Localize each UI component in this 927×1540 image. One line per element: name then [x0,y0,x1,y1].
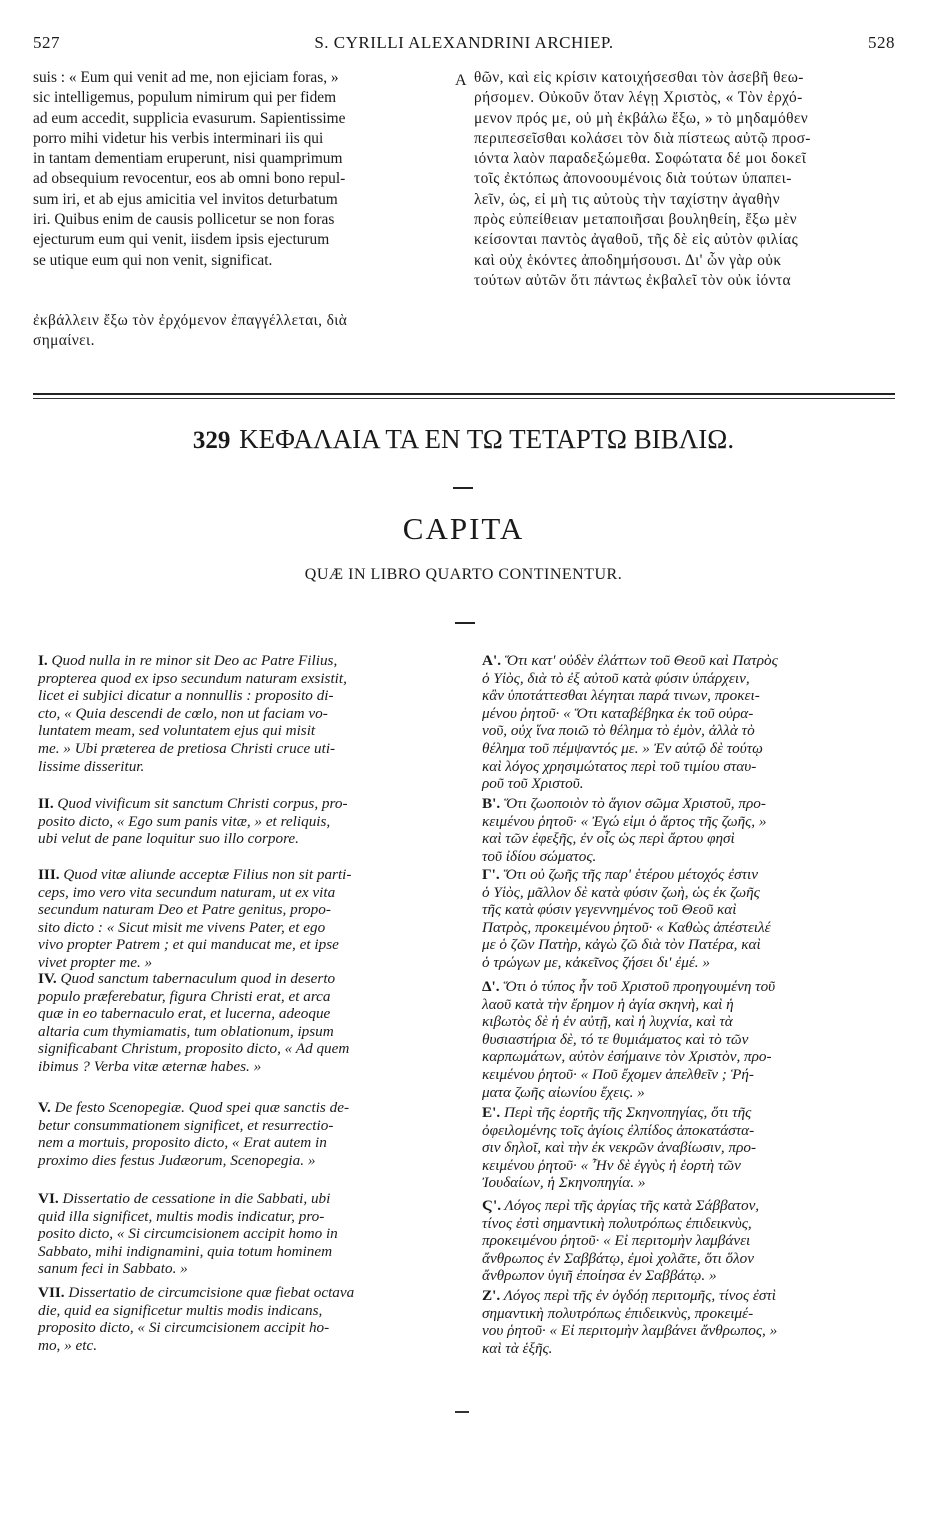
chapter-line: νοῦ, οὐχ ἵνα ποιῶ τὸ θέλημα τὸ ἐμὸν, ἀλλὰ τὸ [482,722,755,740]
latin-chapter-1 [38,652,458,775]
chapter-label: III. [38,866,60,883]
chapter-line: σιν δηλοῖ, καὶ τὴν ἐκ νεκρῶν ἀναβίωσιν, προ- [482,1139,757,1157]
chapter-line: θυσιαστήρια δὲ, τό τε θυμιάματος καὶ τὸ τῶν [482,1030,749,1048]
chapter-line: proximo dies festus Judæorum, Scenopegia. » [38,1151,316,1169]
chapter-line: προκειμένου ῥητοῦ· « Εἰ περιτομὴν λαμβάνει [482,1232,751,1250]
greek-line: ιόντα λαὸν παραδεξώμεθα. Σοφώτατα δέ μοι δοκεῖ [474,150,807,168]
chapter-label: V. [38,1099,51,1116]
chapter-line: ibimus ? Verba vitæ æternæ habes. » [38,1057,262,1075]
chapter-line: νου ῥητοῦ· « Εἰ περιτομὴν λαμβάνει ἄνθρωπος, » [482,1322,778,1340]
page-number-right: 528 [868,33,895,52]
chapter-line: Quod nulla in re minor sit Deo ac Patre Filius, [51,652,338,669]
subtitle-dash [455,622,475,624]
chapter-line: Quod vitæ aliunde acceptæ Filius non sit parti- [63,866,352,883]
chapter-line: ἄνθρωπον ὑγιῆ ἐποίησα ἐν Σαββάτῳ. » [482,1267,717,1285]
greek-line: σημαίνει. [33,332,95,350]
chapter-line: De festo Scenopegiæ. Quod spei quæ sanctis de- [54,1099,350,1116]
chapter-line: mo, » etc. [38,1336,98,1354]
latin-chapter-7 [38,1284,458,1354]
chapter-line: Quod sanctum tabernaculum quod in deserto [60,970,336,987]
title-dash [453,487,473,489]
chapter-line: θέλημα τοῦ πέμψαντός με. » Ἐν αὐτῷ δὲ τούτῳ [482,739,763,757]
latin-line: in tantam dementiam eruperunt, nisi quamprimum [33,150,343,168]
chapter-line: luntatem meam, sed voluntatem ejus qui misit [38,722,316,740]
chapter-line: Quod vivificum sit sanctum Christi corpus, pro- [57,795,348,812]
chapter-line: ὁ Υἱὸς, μᾶλλον δὲ κατὰ φύσιν ζωὴ, ὡς ἐκ ζωῆς [482,883,760,901]
chapter-line: καρπωμάτων, αὐτὸν ἐσήμαινε τὸν Χριστὸν, προ- [482,1048,772,1066]
latin-line: suis : « Eum qui venit ad me, non ejiciam foras, » [33,69,339,86]
chapter-line: Πατρὸς, προκειμένου ῥητοῦ· « Καθὼς ἀπέστειλέ [482,918,771,936]
chapter-line: κιβωτὸς δὲ ἡ ἐν αὐτῇ, καὶ ἡ λυχνία, καὶ τὰ [482,1013,733,1031]
greek-chapter-heading [0,424,927,455]
latin-line: porro mihi videtur his verbis interminari iis qui [33,129,324,147]
greek-chapter-2 [482,795,902,865]
running-title: S. CYRILLI ALEXANDRINI ARCHIEP. [314,33,614,52]
chapter-label: I. [38,652,48,669]
chapter-line: κειμένου ῥητοῦ· « Ποῦ ἔχομεν ἀπελθεῖν ; Ῥή- [482,1065,754,1083]
chapter-label: Α'. [482,652,501,669]
chapter-line: lissime disseritur. [38,757,145,775]
chapter-label: Ε'. [482,1104,501,1121]
latin-line: ejecturum eum qui venit, iisdem ipsis ejecturum [33,231,330,249]
latin-chapter-3 [38,866,458,972]
chapter-line: posito dicto, « Ego sum panis vitæ, » et reliquis, [38,812,331,830]
chapter-line: μένου ῥητοῦ· « Ὅτι καταβέβηκα ἐκ τοῦ οὐρα- [482,704,754,722]
chapter-label: Β'. [482,795,501,812]
chapter-line: quid illa significet, multis modis indicatur, pro- [38,1207,325,1225]
chapter-line: Λόγος περὶ τῆς ἀργίας τῆς κατὰ Σάββατον, [504,1197,760,1214]
chapter-line: καὶ τὰ ἑξῆς. [482,1339,553,1357]
chapter-label: VI. [38,1190,59,1207]
greek-line: πρὸς εὐπείθειαν μεταποιῆσαι βουληθείη, ἔξω μὲν [474,211,797,229]
greek-line: κείσονται παντὸς ἀγαθοῦ, τῆς δὲ εἰς αὐτὸν φιλίας [474,231,799,249]
latin-chapter-5 [38,1099,458,1169]
greek-line: τοῖς ἐκτόπως ἀπονοουμένοις διὰ τούτων ὑπαπει- [474,170,792,188]
greek-line: ρήσομεν. Οὐκοῦν ὅταν λέγῃ Χριστὸς, « Τὸν ἐρχό- [474,89,803,107]
chapter-line: licet ei subjici dicatur a nonnullis : proposito di- [38,687,334,705]
end-dash [455,1411,469,1413]
column-number: 329 [192,427,231,454]
chapter-line: significabant Christum, proposito dicto, « Ad quem [38,1040,350,1058]
chapter-line: με ὁ ζῶν Πατὴρ, κἀγὼ ζῶ διὰ τὸν Πατέρα, καὶ [482,936,761,954]
running-header [33,33,895,59]
greek-line: τούτων αὐτῶν ὅτι πάντως ἐκβαλεῖ τὸν οὐκ ἰόντα [474,271,792,289]
latin-line: ad eum accedit, supplicia evasurum. Sapientissime [33,109,346,127]
chapter-line: ubi velut de pane loquitur suo illo corpore. [38,830,299,848]
chapter-line: ἄνθρωπος ἐν Σαββάτῳ, ἐμοὶ χολᾶτε, ὅτι ὅλον [482,1249,755,1267]
latin-line: sic intelligemus, populum nimirum qui per fidem [33,89,337,107]
latin-line: ad obsequium revocentur, eos ab omni bono repul- [33,170,346,188]
greek-chapter-5 [482,1104,902,1192]
chapter-line: κειμένου ῥητοῦ· « Ἐγώ εἰμι ὁ ἄρτος τῆς ζωῆς, » [482,812,767,830]
chapter-line: ροῦ τοῦ Χριστοῦ. [482,775,584,793]
section-rule-thin [33,398,895,399]
chapter-line: Ἰουδαίων, ἡ Σκηνοπηγία. » [482,1174,646,1192]
greek-chapter-7 [482,1287,902,1357]
chapter-line: me. » Ubi præterea de pretiosa Christi cruce uti- [38,739,336,757]
chapter-line: Ὅτι ὁ τύπος ἦν τοῦ Χριστοῦ προηγουμένη τοῦ [503,978,776,995]
chapter-label: Ζ'. [482,1287,501,1304]
chapter-label: VII. [38,1284,65,1301]
chapter-line: Ὅτι ζωοποιὸν τὸ ἅγιον σῶμα Χριστοῦ, προ- [503,795,766,812]
chapter-label: Ϛ'. [482,1197,501,1214]
chapter-line: Ὅτι οὐ ζωῆς τῆς παρ' ἑτέρου μέτοχός ἐστιν [503,866,759,883]
chapter-line: καὶ λόγος χρησιμώτατος περὶ τοῦ τιμίου σταυ- [482,757,757,775]
chapter-line: Λόγος περὶ τῆς ἐν ὀγδόῃ περιτομῆς, τίνος ἐστὶ [503,1287,777,1304]
chapter-line: λαοῦ κατὰ τὴν ἔρημον ἡ ἁγία σκηνὴ, καὶ ἡ [482,995,734,1013]
chapter-line: σημαντικὴ πολυτρόπως ἐπιδεικνὺς, προκειμέ- [482,1304,754,1322]
chapter-line: ματα ζωῆς αἰωνίου ἔχεις. » [482,1083,645,1101]
page-number-left: 527 [33,33,60,52]
greek-chapter-6 [482,1197,902,1285]
chapter-line: nem a mortuis, proposito dicto, « Erat autem in [38,1134,327,1152]
greek-title: ΚΕΦΑΛΑΙΑ ΤΑ ΕΝ ΤΩ ΤΕΤΑΡΤΩ ΒΙΒΛΙΩ. [239,424,735,454]
chapter-label: Δ'. [482,978,500,995]
greek-continuation-column [474,68,894,291]
chapter-line: betur consummationem significet, et resurrectio- [38,1116,334,1134]
margin-letter: A [455,72,467,89]
chapter-line: sanum feci in Sabbato. » [38,1260,188,1278]
chapter-line: vivet propter me. » [38,953,153,971]
chapter-line: τοῦ ἰδίου σώματος. [482,847,597,865]
greek-chapter-1 [482,652,902,793]
chapter-line: vivo propter Patrem ; et qui manducat me, et ipse [38,936,339,954]
greek-line: μενον πρός με, οὐ μὴ ἐκβάλω ἔξω, » τὸ μηδαμόθεν [474,109,809,127]
chapter-line: Dissertatio de cessatione in die Sabbati, ubi [62,1190,331,1207]
latin-chapter-4 [38,970,458,1076]
chapter-line: sito dicto : « Sicut misit me vivens Pater, et ego [38,918,326,936]
chapter-line: die, quid ea significetur multis modis indicans, [38,1301,323,1319]
chapter-label: IV. [38,970,57,987]
chapter-line: ὁ Υἱὸς, διὰ τὸ ἐξ αὐτοῦ κατὰ φύσιν ὑπάρχειν, [482,669,750,687]
greek-chapter-4 [482,978,902,1101]
latin-chapter-2 [38,795,458,848]
chapter-line: propterea quod ex ipso secundum naturam exsistit, [38,669,347,687]
latin-line: se utique eum qui non venit, significat. [33,251,273,269]
greek-line: περιπεσεῖσθαι κολάσει τὸν διὰ πίστεως αὐτῷ προσ- [474,129,811,147]
chapter-line: secundum naturam Deo et Patre genitus, propo- [38,901,331,919]
chapter-line: Περὶ τῆς ἑορτῆς τῆς Σκηνοπηγίας, ὅτι τῆς [503,1104,752,1121]
chapter-line: proposito dicto, « Si circumcisionem accipit ho- [38,1319,330,1337]
chapter-line: cto, « Quia descendi de cœlo, non ut faciam vo- [38,704,328,722]
greek-chapter-3 [482,866,902,972]
greek-line: λεῖν, ὡς, εἰ μὴ τις αὐτοὺς τὴν ταχίστην ἀγαθὴν [474,190,780,208]
chapter-line: altaria cum thymiamatis, tum oblationum, ipsum [38,1022,334,1040]
chapter-line: quæ in eo tabernaculo erat, et lucerna, adeoque [38,1005,331,1023]
latin-subtitle: QUÆ IN LIBRO QUARTO CONTINENTUR. [304,566,623,583]
chapter-line: ὁ τρώγων με, κἀκεῖνος ζήσει δι' ἐμέ. » [482,953,710,971]
chapter-label: Γ'. [482,866,500,883]
section-rule-thick [33,393,895,395]
chapter-line: Ὅτι κατ' οὐδὲν ἐλάττων τοῦ Θεοῦ καὶ Πατρὸς [504,652,778,669]
chapter-line: posito dicto, « Si circumcisionem accipit homo in [38,1225,338,1243]
latin-line: sum iri, et ab ejus amicitia vel invitos deturbatum [33,190,338,208]
chapter-label: II. [38,795,54,812]
latin-chapter-6 [38,1190,458,1278]
greek-line: καὶ οὐχ ἑκόντες ἀποδημήσουσι. Δι' ὧν γὰρ οὐκ [474,251,782,269]
latin-line: iri. Quibus enim de causis pollicetur se non foras [33,211,335,229]
greek-line: θῶν, καὶ εἰς κρίσιν κατοιχήσεσθαι τὸν ἀσεβῆ θεω- [474,69,804,86]
chapter-line: populo præferebatur, figura Christi erat, et arca [38,987,331,1005]
chapter-line: Sabbato, mihi indignamini, quia totum hominem [38,1242,333,1260]
chapter-line: τίνος ἐστὶ σημαντικὴ πολυτρόπως ἐπιδεικνὺς, [482,1214,752,1232]
chapter-line: ceps, imo vero vita secundum naturam, ut ex vita [38,883,336,901]
chapter-line: καὶ τῶν ἐφεξῆς, ἐν οἷς ὡς περὶ ἄρτου φησὶ [482,830,735,848]
latin-title: CAPITA [402,511,525,546]
latin-continuation-column [33,68,453,271]
greek-tail-lines [33,311,473,352]
greek-line: ἐκβάλλειν ἔξω τὸν ἐρχόμενον ἐπαγγέλλεται, διὰ [33,312,348,329]
chapter-line: κειμένου ῥητοῦ· « Ἦν δὲ ἐγγὺς ἡ ἑορτὴ τῶν [482,1156,741,1174]
chapter-line: κἂν ὑποτάττεσθαι λέγηται παρά τινων, προκει- [482,687,760,705]
chapter-line: ὀφειλομένης τοῖς ἁγίοις ἐλπίδος ἀποκατάστα- [482,1121,755,1139]
chapter-line: τῆς κατὰ φύσιν γεγεννημένος τοῦ Θεοῦ καὶ [482,901,737,919]
chapter-line: Dissertatio de circumcisione quæ fiebat octava [68,1284,355,1301]
